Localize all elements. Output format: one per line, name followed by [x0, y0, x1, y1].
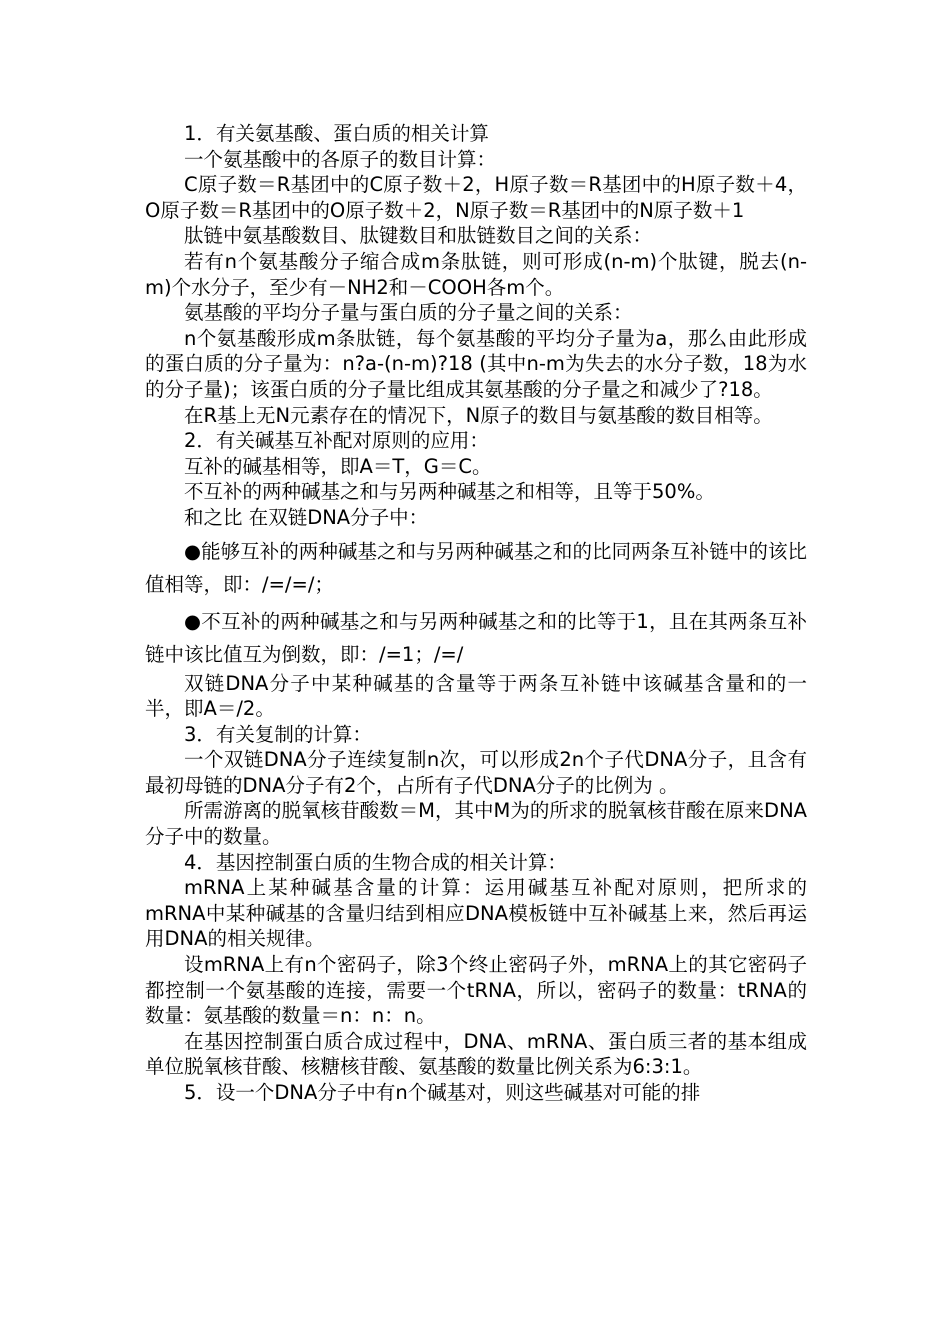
paragraph: n个氨基酸形成m条肽链，每个氨基酸的平均分子量为a，那么由此形成的蛋白质的分子量为：n?a-(n-m)?18 (其中n-m为失去的水分子数，18为水的分子量)；该蛋白质的分子量比组成其氨基酸的分子量之和减少了?18。 — [145, 326, 807, 401]
section-heading-base-pairing: 2．有关碱基互补配对原则的应用： — [184, 429, 489, 453]
paragraph: 在R基上无N元素存在的情况下，N原子的数目与氨基酸的数目相等。 — [184, 403, 773, 427]
document-body — [145, 121, 807, 1106]
bullet-item: ●不互补的两种碱基之和与另两种碱基之和的比等于1，且在其两条互补链中该比值互为倒数，即：/=1；/=/ — [145, 609, 807, 666]
paragraph: 若有n个氨基酸分子缩合成m条肽链，则可形成(n-m)个肽键，脱去(n-m)个水分子，至少有－NH2和－COOH各m个。 — [145, 249, 807, 299]
paragraph: 互补的碱基相等，即A＝T，G＝C。 — [184, 454, 492, 478]
paragraph: C原子数＝R基团中的C原子数＋2，H原子数＝R基团中的H原子数＋4，O原子数＝R基团中的O原子数＋2，N原子数＝R基团中的N原子数＋1 — [145, 173, 807, 222]
section-heading-replication: 3．有关复制的计算： — [184, 722, 372, 746]
paragraph: 不互补的两种碱基之和与另两种碱基之和相等，且等于50%。 — [184, 480, 715, 504]
paragraph: 在基因控制蛋白质合成过程中，DNA、mRNA、蛋白质三者的基本组成单位脱氧核苷酸、核糖核苷酸、氨基酸的数量比例关系为6:3:1。 — [145, 1029, 807, 1079]
paragraph: 双链DNA分子中某种碱基的含量等于两条互补链中该碱基含量和的一半，即A＝/2。 — [145, 671, 807, 721]
paragraph: 氨基酸的平均分子量与蛋白质的分子量之间的关系： — [184, 301, 633, 325]
paragraph: 设mRNA上有n个密码子，除3个终止密码子外，mRNA上的其它密码子都控制一个氨基酸的连接，需要一个tRNA，所以，密码子的数量：tRNA的数量：氨基酸的数量＝n：n：n。 — [145, 953, 807, 1028]
paragraph: 一个双链DNA分子连续复制n次，可以形成2n个子代DNA分子，且含有最初母链的DNA分子有2个，占所有子代DNA分子的比例为 。 — [145, 748, 807, 797]
section-heading-protein-synthesis: 4．基因控制蛋白质的生物合成的相关计算： — [184, 850, 567, 874]
paragraph: 一个氨基酸中的各原子的数目计算： — [184, 147, 497, 171]
section-heading-base-pair-arrangement: 5．设一个DNA分子中有n个碱基对，则这些碱基对可能的排 — [184, 1081, 701, 1104]
paragraph: 和之比 在双链DNA分子中： — [184, 505, 429, 529]
paragraph: 所需游离的脱氧核苷酸数＝M，其中M为的所求的脱氧核苷酸在原来DNA分子中的数量。 — [145, 799, 807, 849]
paragraph: mRNA上某种碱基含量的计算：运用碱基互补配对原则，把所求的mRNA中某种碱基的含量归结到相应DNA模板链中互补碱基上来，然后再运用DNA的相关规律。 — [145, 876, 807, 951]
paragraph: 肽链中氨基酸数目、肽键数目和肽链数目之间的关系： — [184, 224, 653, 248]
bullet-item: ●能够互补的两种碱基之和与另两种碱基之和的比同两条互补链中的该比值相等，即：/=/=/； — [145, 539, 807, 596]
section-heading-amino-acid: 1．有关氨基酸、蛋白质的相关计算 — [184, 122, 489, 145]
